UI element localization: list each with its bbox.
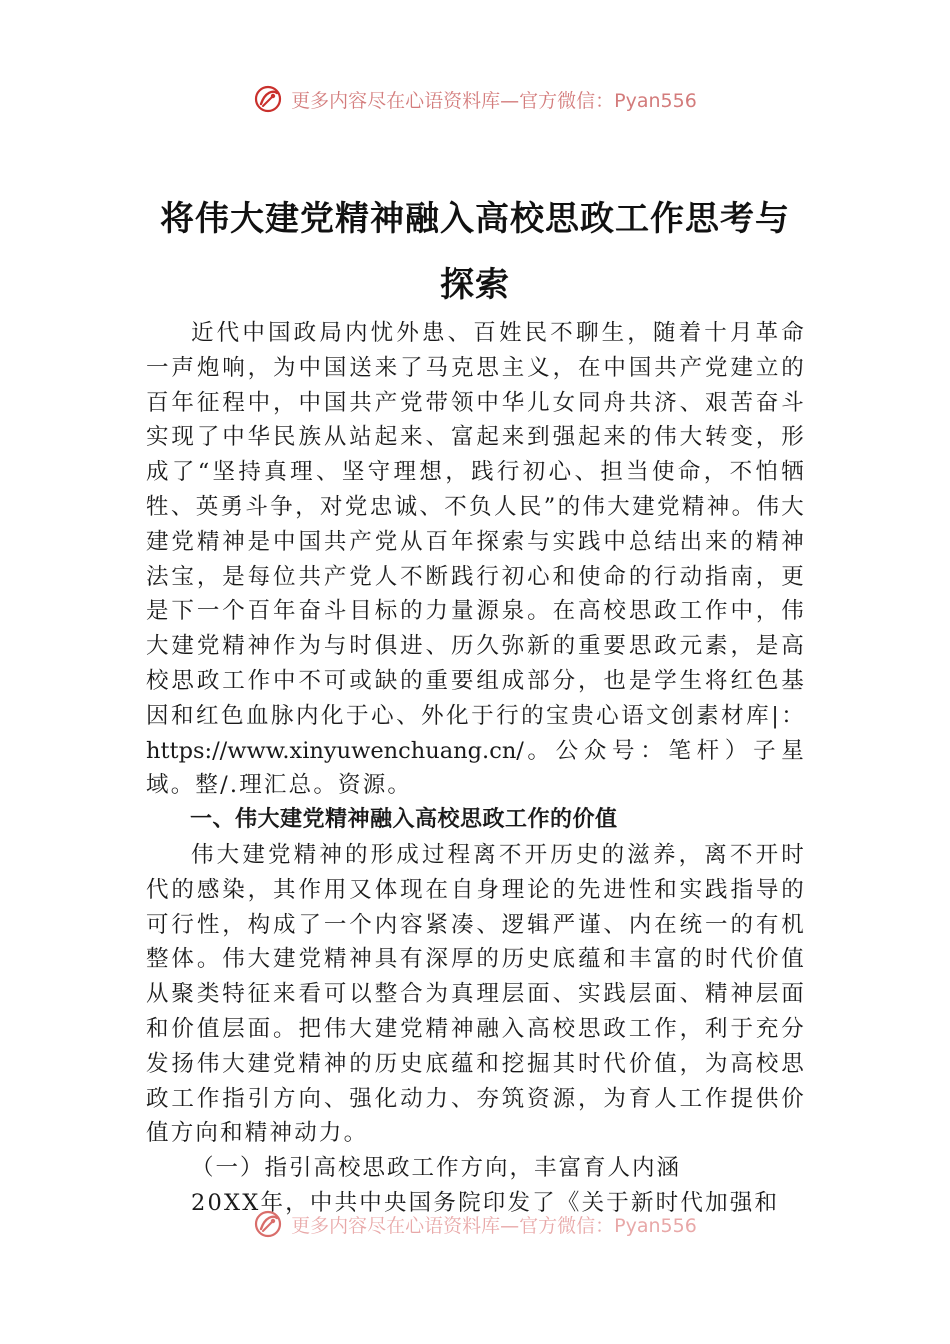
brand-logo-icon xyxy=(253,1209,283,1239)
paragraph-intro-tail-suffix: 。公众号：笔杆）子星域。整/.理汇总。资源。 xyxy=(146,737,806,799)
brand-logo-icon xyxy=(253,84,283,114)
paragraph-intro xyxy=(146,316,806,803)
paragraph-value: 伟大建党精神的形成过程离不开历史的滋养，离不开时代的感染，其作用又体现在自身理论的先进性和实践指导的可行性，构成了一个内容紧凑、逻辑严谨、内在统一的有机整体。伟大建党精神具有深厚的历史底蕴和丰富的时代价值从聚类特征来看可以整合为真理层面、实践层面、精神层面和价值层面。把伟大建党精神融入高校思政工作，利于充分发扬伟大建党精神的历史底蕴和挖掘其时代价值，为高校思政工作指引方向、强化动力、夯筑资源，为育人工作提供价值方向和精神动力。 xyxy=(146,841,806,1147)
footer-watermark-banner xyxy=(0,1209,950,1239)
header-banner-text: 更多内容尽在心语资料库—官方微信：Pyan556 xyxy=(291,89,697,112)
header-watermark-banner xyxy=(0,84,950,114)
document-title-line-1: 将伟大建党精神融入高校思政工作思考与 xyxy=(160,199,790,239)
paragraph-policy: 20XX年，中共中央国务院印发了《关于新时代加强和 xyxy=(191,1189,780,1216)
document-body xyxy=(146,316,806,1221)
source-url-link[interactable]: https://www.xinyuwenchuang.cn/ xyxy=(146,737,524,764)
paragraph-intro-main: 近代中国政局内忧外患、百姓民不聊生，随着十月革命一声炮响，为中国送来了马克思主义，在中国共产党建立的百年征程中，中国共产党带领中华儿女同舟共济、艰苦奋斗实现了中华民族从站起来、富起来到强起来的伟大转变，形成了“坚持真理、坚守理想，践行初心、担当使命，不怕牺牲、英勇斗争，对党忠诚、不负人民”的伟大建党精神。伟大建党精神是中国共产党从百年探索与实践中总结出来的精神法宝，是每位共产党人不断践行初心和使命的行动指南，更是下一个百年奋斗目标的力量源泉。在高校思政工作中，伟大建党精神作为与时俱进、历久弥新的重要思政元素，是高校思政工作中不可或缺的重要组成部分，也是学生将红色基因和红色血脉内化于心、外化于行的宝贵心语文创素材库 xyxy=(146,320,806,729)
footer-banner-text: 更多内容尽在心语资料库—官方微信：Pyan556 xyxy=(291,1214,697,1237)
document-title-line-2: 探索 xyxy=(440,265,510,305)
section-heading-1: 一、伟大建党精神融入高校思政工作的价值 xyxy=(190,807,618,833)
subsection-heading-1: （一）指引高校思政工作方向，丰富育人内涵 xyxy=(191,1155,682,1182)
document-title xyxy=(150,186,800,318)
paragraph-intro-tail-prefix: |： xyxy=(771,702,806,729)
